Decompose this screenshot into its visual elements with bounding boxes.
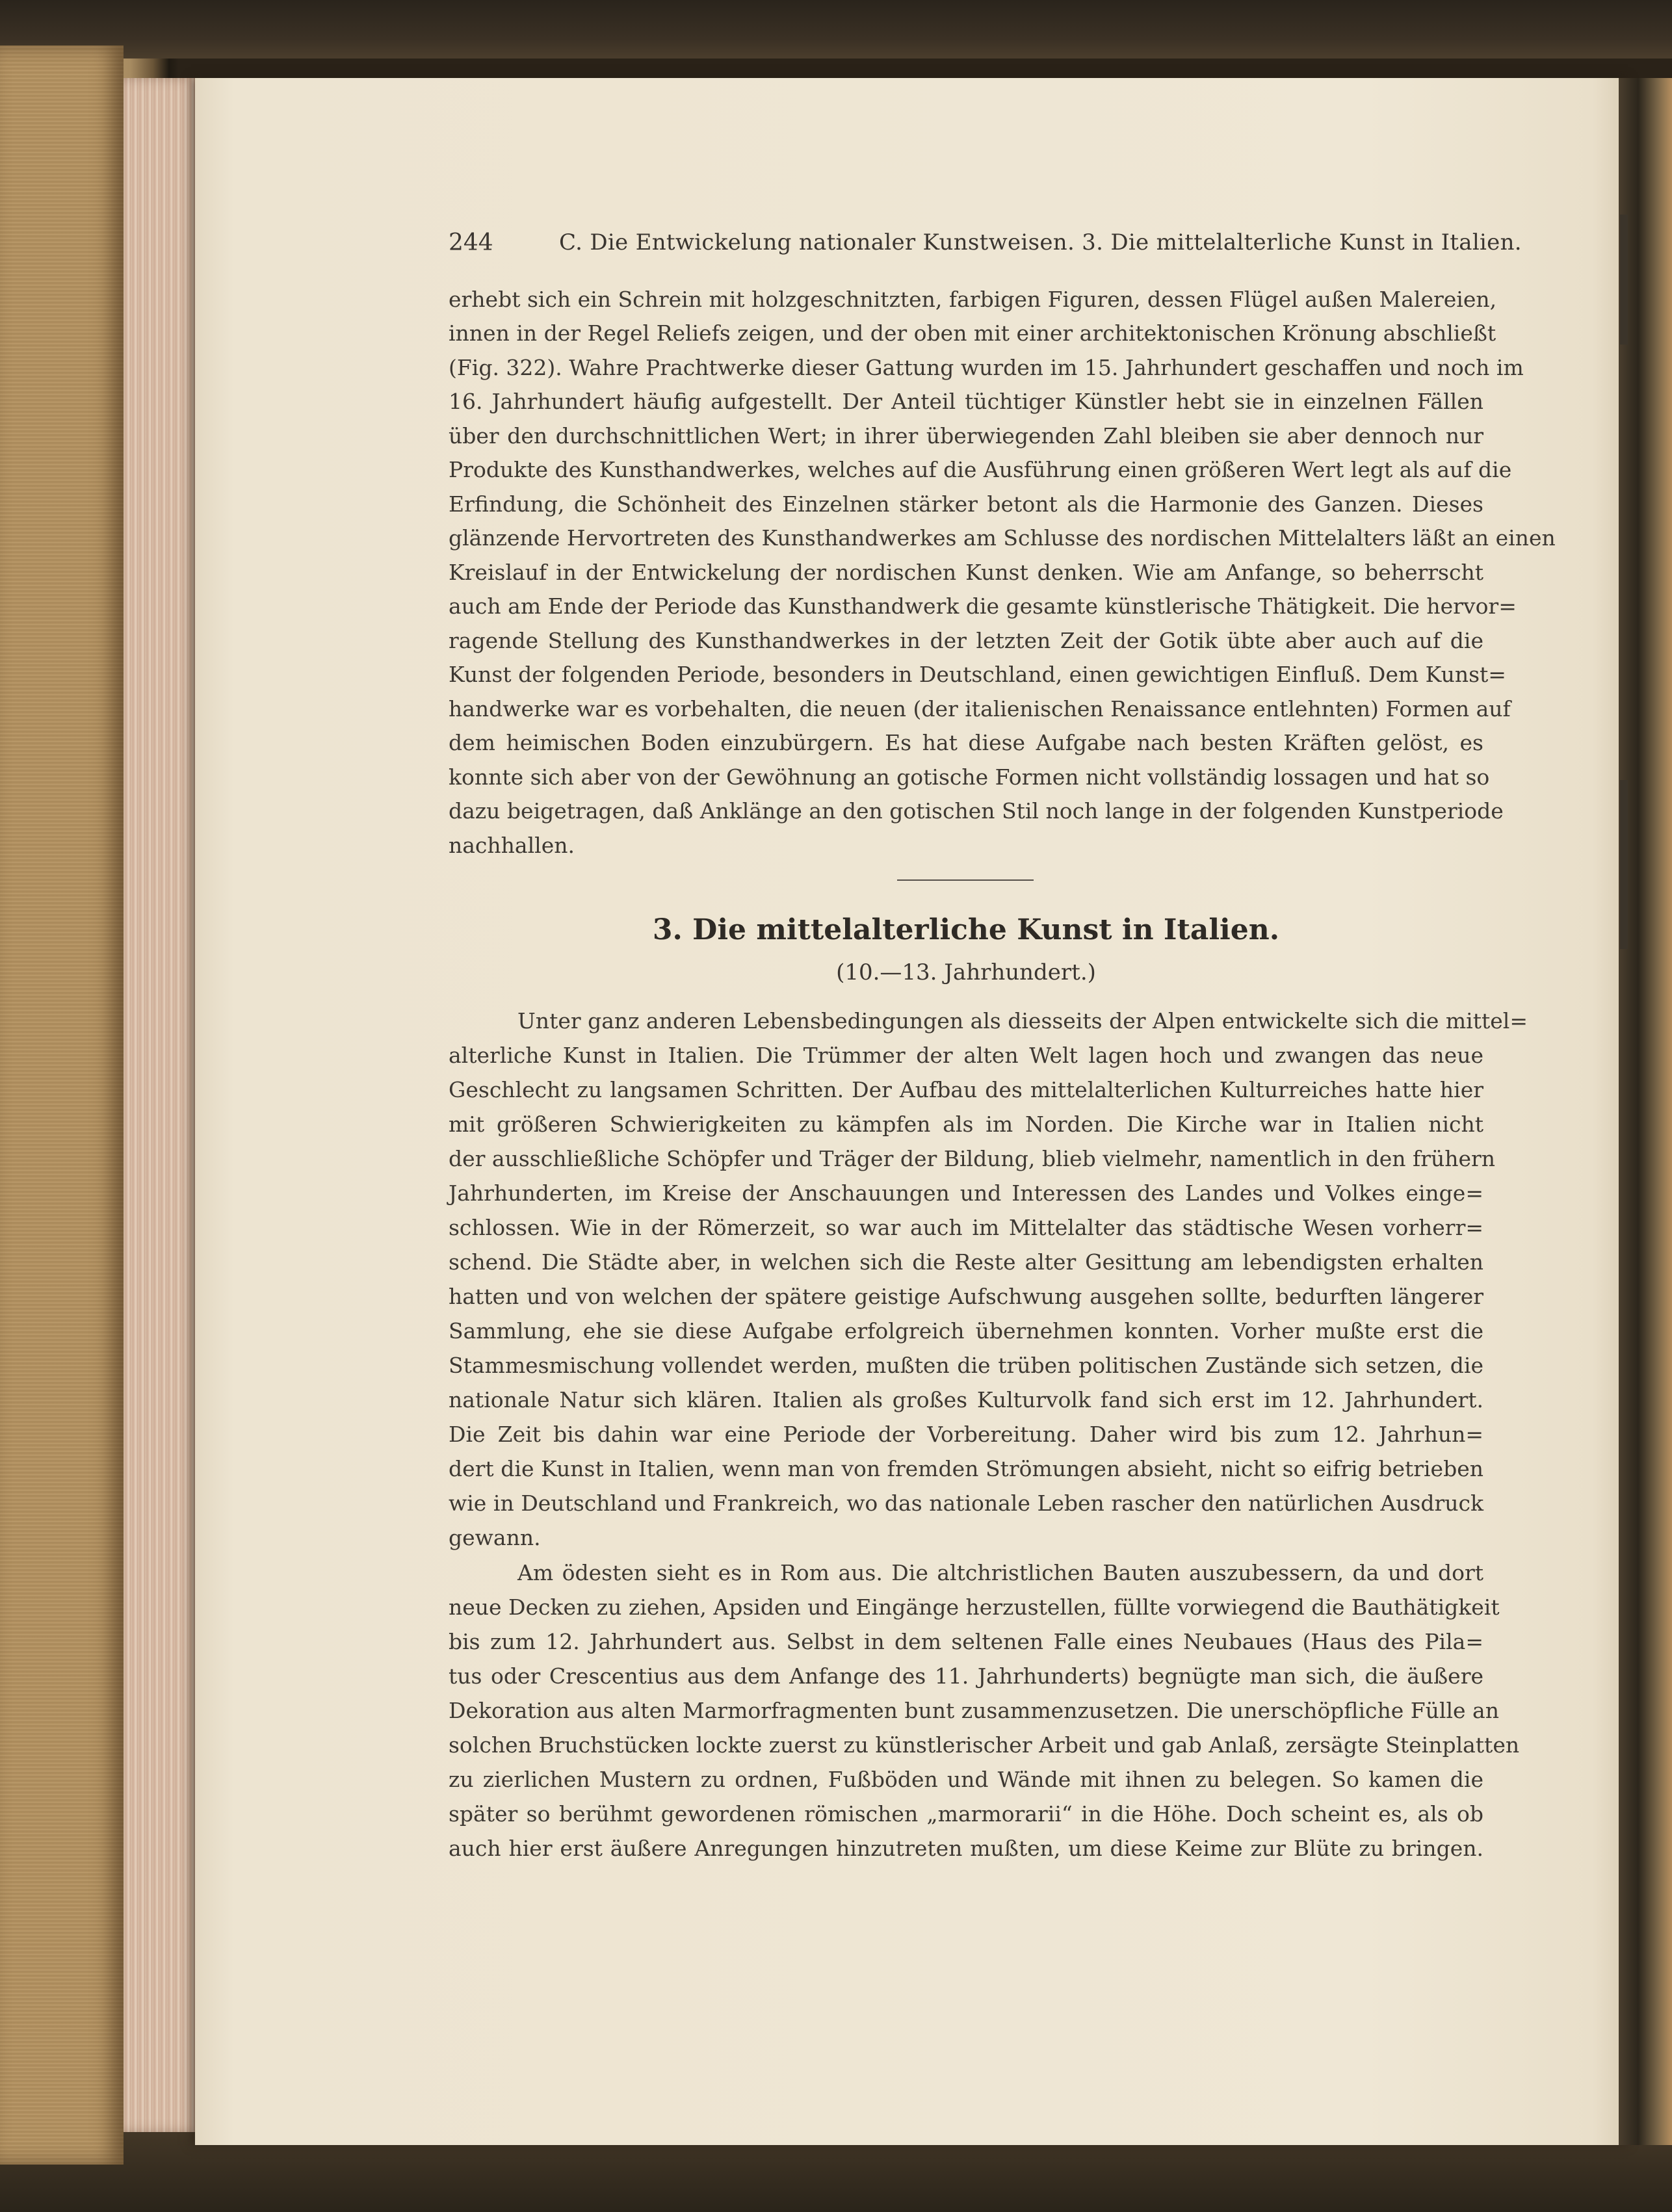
text-line: schlossen. Wie in der Römerzeit, so war auch im Mittelalter das städtische Wesen vorherr=	[449, 1215, 1483, 1240]
running-title: C. Die Entwickelung nationaler Kunstweisen. 3. Die mittelalterliche Kunst in Italien.	[559, 229, 1522, 255]
text-line: Unter ganz anderen Lebensbedingungen als diesseits der Alpen entwickelte sich die mittel=	[517, 1008, 1528, 1034]
bookmark-strip	[1620, 780, 1628, 949]
text-line: Sammlung, ehe sie diese Aufgabe erfolgreich übernehmen konnten. Vorher mußte erst die	[449, 1318, 1483, 1344]
text-line: solchen Bruchstücken lockte zuerst zu künstlerischer Arbeit und gab Anlaß, zersägte Steinplatten	[449, 1732, 1520, 1758]
text-line: glänzende Hervortreten des Kunsthandwerkes am Schlusse des nordischen Mittelalters läßt an einen	[449, 525, 1556, 551]
text-line: ragende Stellung des Kunsthandwerkes in der letzten Zeit der Gotik übte aber auch auf die	[449, 628, 1483, 653]
text-line: nationale Natur sich klären. Italien als großes Kulturvolk fand sich erst im 12. Jahrhundert.	[449, 1387, 1483, 1412]
text-line: wie in Deutschland und Frankreich, wo das nationale Leben rascher den natürlichen Ausdruck	[449, 1490, 1483, 1516]
text-line: Dekoration aus alten Marmorfragmenten bunt zusammenzusetzen. Die unerschöpfliche Fülle an	[449, 1698, 1499, 1723]
text-line: gewann.	[449, 1525, 541, 1550]
text-line: 16. Jahrhundert häufig aufgestellt. Der Anteil tüchtiger Künstler hebt sie in einzelnen Fällen	[449, 389, 1483, 414]
text-line: nachhallen.	[449, 833, 575, 858]
text-line: dert die Kunst in Italien, wenn man von fremden Strömungen absieht, nicht so eifrig betrieben	[449, 1456, 1483, 1481]
text-line: Produkte des Kunsthandwerkes, welches auf die Ausführung einen größeren Wert legt als auf die	[449, 457, 1512, 482]
text-line: schend. Die Städte aber, in welchen sich die Reste alter Gesittung am lebendigsten erhalten	[449, 1249, 1483, 1275]
text-line: neue Decken zu ziehen, Apsiden und Eingänge herzustellen, füllte vorwiegend die Bauthätigkeit	[449, 1594, 1500, 1620]
bookmark-strip	[1620, 215, 1628, 345]
page-edges	[124, 78, 202, 2132]
text-line: innen in der Regel Reliefs zeigen, und der oben mit einer architektonischen Krönung abschließt	[449, 320, 1496, 346]
text-line: Stammesmischung vollendet werden, mußten die trüben politischen Zustände sich setzen, die	[449, 1353, 1483, 1378]
text-line: Kunst der folgenden Periode, besonders in Deutschland, einen gewichtigen Einfluß. Dem Kunst=	[449, 662, 1506, 687]
text-line: auch hier erst äußere Anregungen hinzutreten mußten, um diese Keime zur Blüte zu bringen.	[449, 1836, 1483, 1861]
text-line: (Fig. 322). Wahre Prachtwerke dieser Gattung wurden im 15. Jahrhundert geschaffen und noch im	[449, 355, 1524, 380]
text-line: Die Zeit bis dahin war eine Periode der Vorbereitung. Daher wird bis zum 12. Jahrhun=	[449, 1422, 1483, 1447]
text-line: Erfindung, die Schönheit des Einzelnen stärker betont als die Harmonie des Ganzen. Dieses	[449, 491, 1483, 517]
text-line: bis zum 12. Jahrhundert aus. Selbst in dem seltenen Falle eines Neubaues (Haus des Pila=	[449, 1629, 1483, 1654]
section-divider	[897, 879, 1034, 881]
page-right-edge	[1619, 78, 1672, 2145]
section-subheading: (10.—13. Jahrhundert.)	[836, 959, 1096, 985]
text-line: Am ödesten sieht es in Rom aus. Die altchristlichen Bauten auszubessern, da und dort	[517, 1560, 1483, 1585]
text-line: auch am Ende der Periode das Kunsthandwerk die gesamte künstlerische Thätigkeit. Die hervor=	[449, 593, 1517, 619]
text-line: erhebt sich ein Schrein mit holzgeschnitzten, farbigen Figuren, dessen Flügel außen Malereien,	[449, 287, 1497, 312]
text-line: dazu beigetragen, daß Anklänge an den gotischen Stil noch lange in der folgenden Kunstperiode	[449, 798, 1504, 824]
text-line: mit größeren Schwierigkeiten zu kämpfen als im Norden. Die Kirche war in Italien nicht	[449, 1112, 1483, 1137]
text-line: Kreislauf in der Entwickelung der nordischen Kunst denken. Wie am Anfange, so beherrscht	[449, 560, 1483, 585]
text-line: tus oder Crescentius aus dem Anfange des 11. Jahrhunderts) begnügte man sich, die äußere	[449, 1663, 1483, 1689]
text-line: der ausschließliche Schöpfer und Träger der Bildung, blieb vielmehr, namentlich in den frühern	[449, 1146, 1496, 1171]
text-line: handwerke war es vorbehalten, die neuen (der italienischen Renaissance entlehnten) Formen auf	[449, 696, 1511, 722]
text-line: später so berühmt gewordenen römischen „marmorarii“ in die Höhe. Doch scheint es, als ob	[449, 1801, 1483, 1827]
text-line: konnte sich aber von der Gewöhnung an gotische Formen nicht vollständig lossagen und hat so	[449, 764, 1490, 790]
text-line: zu zierlichen Mustern zu ordnen, Fußböden und Wände mit ihnen zu belegen. So kamen die	[449, 1767, 1483, 1792]
text-line: alterliche Kunst in Italien. Die Trümmer der alten Welt lagen hoch und zwangen das neue	[449, 1043, 1483, 1068]
text-line: dem heimischen Boden einzubürgern. Es hat diese Aufgabe nach besten Kräften gelöst, es	[449, 730, 1483, 755]
book-spine	[0, 46, 124, 2165]
text-line: hatten und von welchen der spätere geistige Aufschwung ausgehen sollte, bedurften längerer	[449, 1284, 1483, 1309]
cover-top-edge	[0, 0, 1672, 59]
text-line: Jahrhunderten, im Kreise der Anschauungen und Interessen des Landes und Volkes einge=	[449, 1180, 1483, 1206]
page-number: 244	[449, 229, 493, 256]
section-heading: 3. Die mittelalterliche Kunst in Italien.	[652, 913, 1280, 946]
running-header	[449, 229, 1522, 262]
text-line: über den durchschnittlichen Wert; in ihrer überwiegenden Zahl bleiben sie aber dennoch nur	[449, 423, 1483, 449]
text-line: Geschlecht zu langsamen Schritten. Der Aufbau des mittelalterlichen Kulturreiches hatte hier	[449, 1077, 1483, 1102]
